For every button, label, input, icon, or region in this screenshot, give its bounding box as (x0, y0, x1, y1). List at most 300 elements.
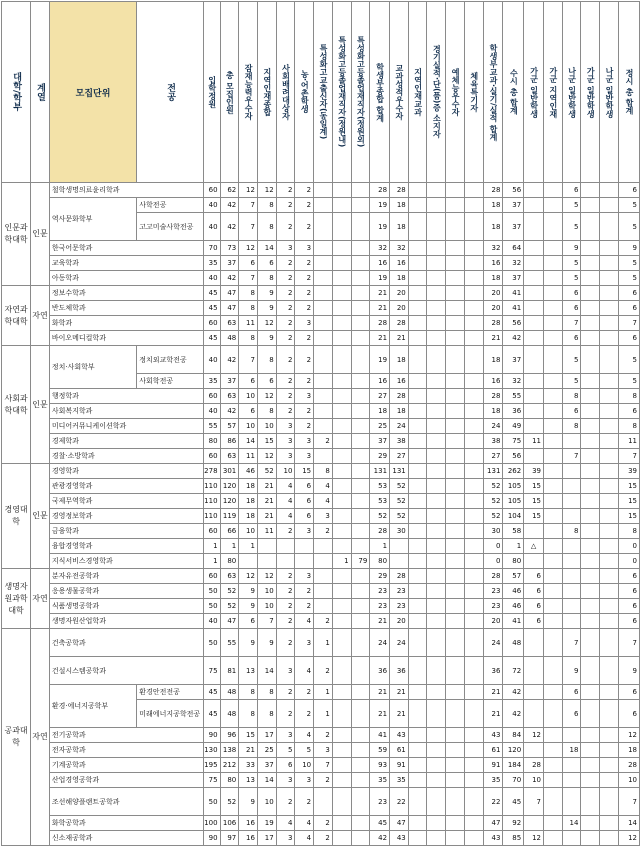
value-cell (524, 183, 544, 198)
value-cell: 75 (503, 434, 524, 449)
value-cell: 41 (503, 614, 524, 629)
value-cell (351, 685, 370, 700)
value-cell: 21 (257, 479, 276, 494)
value-cell: 2 (276, 569, 295, 584)
value-cell: 29 (370, 449, 390, 464)
value-cell (408, 743, 427, 758)
value-cell: 46 (503, 584, 524, 599)
unit-cell: 반도체학과 (49, 301, 203, 316)
value-cell: 2 (276, 389, 295, 404)
value-cell: 2 (295, 599, 314, 614)
value-cell: 9 (239, 584, 258, 599)
value-cell: 46 (239, 464, 258, 479)
unit-cell: 철학생명의료윤리학과 (49, 183, 203, 198)
value-cell: 16 (483, 374, 503, 389)
value-cell: 91 (390, 758, 409, 773)
value-cell (600, 449, 619, 464)
table-row (2, 389, 640, 404)
value-cell: 9 (239, 629, 258, 657)
value-cell: 52 (220, 584, 239, 599)
value-cell (332, 464, 351, 479)
value-cell (464, 271, 483, 286)
value-cell (524, 316, 544, 331)
value-cell: 61 (390, 743, 409, 758)
value-cell: 48 (503, 629, 524, 657)
value-cell: 27 (390, 449, 409, 464)
value-cell: 52 (220, 788, 239, 816)
unit-cell: 행정학과 (49, 389, 203, 404)
value-cell: 8 (239, 700, 258, 728)
unit-cell: 국제무역학과 (49, 494, 203, 509)
value-cell: 81 (220, 657, 239, 685)
value-cell (524, 419, 544, 434)
value-cell: 3 (295, 569, 314, 584)
value-cell (464, 213, 483, 241)
table-row (2, 614, 640, 629)
value-cell (427, 788, 446, 816)
value-cell: 10 (257, 419, 276, 434)
value-cell: 3 (276, 728, 295, 743)
value-cell: 9 (239, 788, 258, 816)
value-cell: 7 (562, 629, 581, 657)
table-row (2, 788, 640, 816)
value-cell: 36 (483, 657, 503, 685)
value-cell: 42 (220, 271, 239, 286)
value-cell (524, 554, 544, 569)
value-cell (427, 374, 446, 389)
value-cell: 30 (483, 524, 503, 539)
value-cell (543, 316, 562, 331)
value-cell (408, 271, 427, 286)
unit-cell: 분자유전공학과 (49, 569, 203, 584)
value-cell (427, 241, 446, 256)
value-cell (600, 419, 619, 434)
value-cell (351, 241, 370, 256)
value-cell: 8 (257, 213, 276, 241)
value-cell (427, 816, 446, 831)
value-cell: 4 (276, 509, 295, 524)
value-cell: 8 (239, 286, 258, 301)
value-cell: 21 (257, 494, 276, 509)
table-row (2, 464, 640, 479)
value-cell: 60 (203, 183, 220, 198)
table-row (2, 494, 640, 509)
table-row (2, 629, 640, 657)
value-cell (408, 419, 427, 434)
value-cell: 45 (203, 331, 220, 346)
value-cell: 42 (220, 198, 239, 213)
value-cell (446, 743, 465, 758)
unit-cell: 지식서비스경영학과 (49, 554, 203, 569)
value-cell (314, 389, 333, 404)
value-cell: 63 (220, 449, 239, 464)
value-cell: 8 (239, 685, 258, 700)
value-cell: 5 (562, 346, 581, 374)
value-cell: 9 (562, 241, 581, 256)
value-cell: 45 (203, 286, 220, 301)
value-cell (408, 700, 427, 728)
value-cell (332, 404, 351, 419)
value-cell: 15 (618, 494, 639, 509)
value-cell: 2 (295, 700, 314, 728)
value-cell: 3 (295, 449, 314, 464)
unit-cell: 아동학과 (49, 271, 203, 286)
value-cell (332, 758, 351, 773)
value-cell (543, 509, 562, 524)
value-cell (408, 773, 427, 788)
value-cell: 2 (276, 198, 295, 213)
value-cell: 45 (503, 788, 524, 816)
value-cell: 96 (220, 728, 239, 743)
value-cell (408, 584, 427, 599)
value-cell (332, 509, 351, 524)
value-cell: 32 (503, 374, 524, 389)
value-cell: 28 (483, 569, 503, 584)
value-cell (600, 524, 619, 539)
value-cell: 2 (295, 301, 314, 316)
value-cell (543, 346, 562, 374)
value-cell (427, 464, 446, 479)
value-cell: 80 (370, 554, 390, 569)
value-cell: 21 (370, 700, 390, 728)
value-cell: 6 (618, 301, 639, 316)
value-cell: 8 (257, 404, 276, 419)
value-cell (314, 584, 333, 599)
value-cell (562, 831, 581, 846)
value-cell: 10 (239, 524, 258, 539)
value-cell: 22 (483, 788, 503, 816)
value-cell: 2 (314, 773, 333, 788)
value-cell: 2 (276, 584, 295, 599)
value-cell: 19 (370, 271, 390, 286)
value-cell: 75 (203, 657, 220, 685)
value-cell: 43 (390, 831, 409, 846)
value-cell: 40 (203, 346, 220, 374)
value-cell (351, 271, 370, 286)
table-row (2, 419, 640, 434)
value-cell (332, 728, 351, 743)
column-header-7: 지역인재종합 (257, 2, 276, 183)
value-cell: 23 (483, 584, 503, 599)
value-cell (351, 494, 370, 509)
value-cell: 6 (618, 700, 639, 728)
value-cell (351, 374, 370, 389)
value-cell (581, 449, 600, 464)
value-cell: 4 (295, 831, 314, 846)
value-cell: 19 (370, 346, 390, 374)
value-cell (600, 494, 619, 509)
value-cell (600, 183, 619, 198)
value-cell: 56 (503, 183, 524, 198)
unit-cell: 기계공학과 (49, 758, 203, 773)
value-cell: 8 (257, 685, 276, 700)
value-cell: 2 (276, 685, 295, 700)
value-cell: 23 (370, 584, 390, 599)
value-cell: 52 (390, 479, 409, 494)
value-cell: 75 (203, 773, 220, 788)
value-cell: 8 (562, 524, 581, 539)
value-cell (581, 657, 600, 685)
value-cell: 8 (618, 389, 639, 404)
value-cell (314, 554, 333, 569)
value-cell (524, 816, 544, 831)
value-cell: 18 (483, 213, 503, 241)
value-cell (427, 316, 446, 331)
column-header-4: 입학정원 (203, 2, 220, 183)
value-cell (351, 758, 370, 773)
value-cell (464, 509, 483, 524)
value-cell (581, 816, 600, 831)
value-cell (332, 316, 351, 331)
value-cell (581, 198, 600, 213)
value-cell (464, 183, 483, 198)
value-cell (581, 509, 600, 524)
value-cell (427, 743, 446, 758)
value-cell (446, 419, 465, 434)
value-cell (600, 831, 619, 846)
value-cell (408, 494, 427, 509)
value-cell: 58 (503, 524, 524, 539)
value-cell (427, 509, 446, 524)
value-cell (581, 584, 600, 599)
value-cell: 38 (483, 434, 503, 449)
value-cell (427, 346, 446, 374)
value-cell: 6 (295, 494, 314, 509)
value-cell: 12 (524, 728, 544, 743)
value-cell (351, 524, 370, 539)
value-cell: 14 (257, 657, 276, 685)
value-cell (408, 374, 427, 389)
value-cell (314, 198, 333, 213)
value-cell: 15 (618, 479, 639, 494)
value-cell (543, 301, 562, 316)
unit-cell: 화학과 (49, 316, 203, 331)
college-cell: 사회과학대학 (2, 346, 31, 464)
column-header-13: 학생부종합 합계 (370, 2, 390, 183)
value-cell (464, 614, 483, 629)
value-cell (524, 524, 544, 539)
value-cell: 2 (276, 271, 295, 286)
value-cell (446, 434, 465, 449)
value-cell: 16 (390, 256, 409, 271)
value-cell (314, 241, 333, 256)
value-cell (332, 743, 351, 758)
value-cell: 21 (390, 685, 409, 700)
value-cell (464, 494, 483, 509)
value-cell (351, 539, 370, 554)
value-cell: 6 (562, 700, 581, 728)
value-cell: 21 (483, 685, 503, 700)
value-cell (543, 584, 562, 599)
value-cell: 42 (503, 331, 524, 346)
value-cell (581, 700, 600, 728)
value-cell: 3 (314, 743, 333, 758)
value-cell: 6 (257, 374, 276, 389)
value-cell: 13 (239, 657, 258, 685)
value-cell: 4 (314, 494, 333, 509)
value-cell: 6 (618, 569, 639, 584)
value-cell: 72 (503, 657, 524, 685)
value-cell: 20 (483, 301, 503, 316)
value-cell (562, 599, 581, 614)
value-cell: 52 (483, 479, 503, 494)
value-cell (314, 256, 333, 271)
value-cell (427, 584, 446, 599)
value-cell: 2 (314, 614, 333, 629)
value-cell (464, 599, 483, 614)
value-cell: 18 (390, 404, 409, 419)
value-cell: 49 (503, 419, 524, 434)
value-cell: 1 (203, 554, 220, 569)
value-cell: 17 (257, 728, 276, 743)
value-cell (332, 434, 351, 449)
value-cell (524, 271, 544, 286)
value-cell (600, 256, 619, 271)
value-cell: 90 (203, 831, 220, 846)
unit-cell: 융합경영학과 (49, 539, 203, 554)
value-cell (600, 331, 619, 346)
value-cell: 42 (220, 346, 239, 374)
value-cell (600, 213, 619, 241)
value-cell: 37 (370, 434, 390, 449)
value-cell: 5 (618, 346, 639, 374)
value-cell: 86 (220, 434, 239, 449)
value-cell: 40 (203, 198, 220, 213)
value-cell: 3 (276, 449, 295, 464)
value-cell (600, 685, 619, 700)
value-cell (464, 331, 483, 346)
value-cell: 16 (370, 374, 390, 389)
value-cell (427, 256, 446, 271)
value-cell: 3 (276, 657, 295, 685)
value-cell (581, 316, 600, 331)
value-cell: 60 (203, 524, 220, 539)
value-cell (351, 816, 370, 831)
value-cell (600, 509, 619, 524)
column-header-14: 교과성적우수자 (390, 2, 409, 183)
value-cell (427, 569, 446, 584)
value-cell (332, 346, 351, 374)
value-cell (332, 331, 351, 346)
value-cell (581, 213, 600, 241)
value-cell (408, 569, 427, 584)
value-cell: 2 (276, 614, 295, 629)
value-cell (332, 494, 351, 509)
value-cell: 20 (483, 614, 503, 629)
value-cell: 4 (276, 479, 295, 494)
value-cell (427, 404, 446, 419)
value-cell: 20 (390, 286, 409, 301)
value-cell: 36 (503, 404, 524, 419)
column-header-21: 가군 일반학생 (524, 2, 544, 183)
value-cell: 4 (295, 728, 314, 743)
value-cell (464, 524, 483, 539)
college-cell: 경영대학 (2, 464, 31, 569)
value-cell: 120 (503, 743, 524, 758)
value-cell: 8 (257, 271, 276, 286)
value-cell: 6 (618, 331, 639, 346)
value-cell: 42 (220, 404, 239, 419)
value-cell (581, 831, 600, 846)
value-cell (408, 657, 427, 685)
value-cell (562, 434, 581, 449)
value-cell (464, 449, 483, 464)
value-cell (446, 256, 465, 271)
value-cell: 2 (276, 524, 295, 539)
value-cell (464, 479, 483, 494)
value-cell (464, 758, 483, 773)
value-cell: 9 (562, 657, 581, 685)
table-row (2, 524, 640, 539)
value-cell: 16 (390, 374, 409, 389)
value-cell (524, 685, 544, 700)
value-cell: 9 (257, 629, 276, 657)
value-cell: 8 (562, 419, 581, 434)
value-cell: 5 (562, 374, 581, 389)
value-cell: 8 (257, 198, 276, 213)
unit-cell: 환경·에너지공학부 (49, 685, 136, 728)
table-row (2, 316, 640, 331)
value-cell: 7 (239, 198, 258, 213)
value-cell (581, 346, 600, 374)
value-cell: 37 (503, 346, 524, 374)
value-cell (543, 743, 562, 758)
value-cell: 2 (295, 346, 314, 374)
value-cell: 21 (257, 509, 276, 524)
value-cell (464, 773, 483, 788)
value-cell (581, 569, 600, 584)
value-cell (446, 685, 465, 700)
value-cell: 40 (203, 614, 220, 629)
header-row (2, 2, 640, 183)
value-cell (581, 241, 600, 256)
unit-cell: 응용생물공학과 (49, 584, 203, 599)
value-cell: 3 (276, 241, 295, 256)
value-cell: 15 (239, 728, 258, 743)
value-cell: 18 (390, 346, 409, 374)
value-cell: 8 (257, 346, 276, 374)
value-cell: 2 (314, 816, 333, 831)
value-cell (408, 449, 427, 464)
unit-cell: 경찰·소방학과 (49, 449, 203, 464)
value-cell (351, 286, 370, 301)
column-header-0: 대학/학부 (2, 2, 31, 183)
value-cell (524, 700, 544, 728)
value-cell: 18 (483, 198, 503, 213)
value-cell (446, 404, 465, 419)
value-cell: 52 (390, 509, 409, 524)
column-header-5: 총 모집인원 (220, 2, 239, 183)
value-cell (543, 831, 562, 846)
value-cell (446, 213, 465, 241)
value-cell (543, 700, 562, 728)
value-cell (314, 419, 333, 434)
value-cell: 70 (203, 241, 220, 256)
value-cell (408, 434, 427, 449)
value-cell (295, 554, 314, 569)
table-row (2, 728, 640, 743)
value-cell (464, 346, 483, 374)
value-cell (464, 256, 483, 271)
value-cell: 2 (295, 374, 314, 389)
value-cell (581, 301, 600, 316)
value-cell: 60 (203, 389, 220, 404)
value-cell (408, 213, 427, 241)
table-row (2, 758, 640, 773)
value-cell (351, 346, 370, 374)
value-cell (446, 331, 465, 346)
value-cell: 48 (220, 685, 239, 700)
